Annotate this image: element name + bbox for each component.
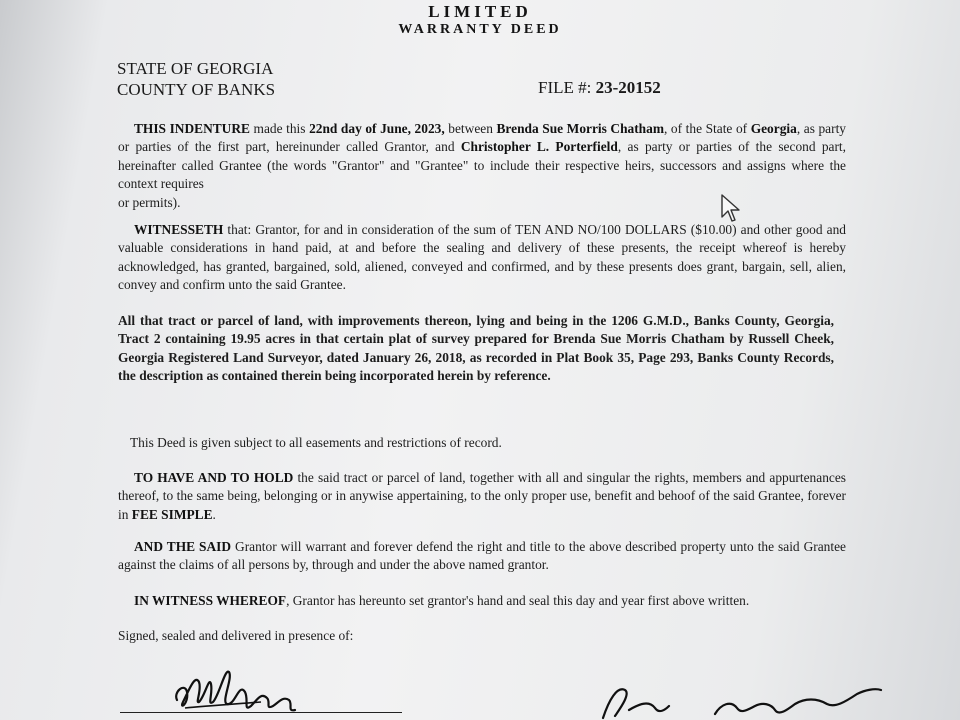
deed-page [95,0,865,720]
fee-simple: FEE SIMPLE [131,506,213,522]
indenture-text-2: between [444,121,497,136]
witnesseth-text: that: Grantor, for and in consideration of the sum of TEN AND NO/100 DOLLARS ($10.00) and other good and valuable considerations in hand paid, at and before the sealing and delivery of these presents, the receipt whereof is hereby acknowledged, has granted, bargained, sold, aliened, conveyed and confirmed, and by these presents does grant, bargain, sell, alien, convey and confirm unto the said Grantee. [118,222,846,293]
mouse-pointer-icon [720,193,742,225]
witness-whereof-text: , Grantor has hereunto set grantor's hand and seal this day and year first above written. [286,593,750,608]
venue-county: COUNTY OF BANKS [117,80,276,99]
legal-description-paragraph: All that tract or parcel of land, with improvements thereon, lying and being in the 1206 G.M.D., Banks County, Georgia, Tract 2 containing 19.95 acres in that certain plat of survey prepared for Brenda Sue Morris Chatham by Russell Cheek, Georgia Registered Land Surveyor, dated January 26, 2018, as recorded in Plat Book 35, Page 293, Banks County Records, the description as contained therein being incorporated herein by reference. [118,313,834,384]
warranty-lead: AND THE SAID [134,539,232,554]
indenture-text-1: made this [249,121,310,136]
deed-title-limited: LIMITED [428,2,532,21]
witness-signature-line [120,712,402,713]
grantor-signature [595,680,885,720]
habendum-text: the said tract or parcel of land, together with all and singular the rights, members and appurtenances thereof, to the same being, belonging or in anywise appertaining, to the only proper use, benefit and behoof of the said Grantee, forever in [118,470,846,522]
habendum-lead: TO HAVE AND TO HOLD [134,470,294,485]
habendum-end: . [212,506,216,522]
venue-state: STATE OF GEORGIA [117,59,274,78]
file-number-value: 23-20152 [595,78,661,97]
file-number-label: FILE #: [538,78,596,97]
indenture-text-6: or permits). [118,194,181,210]
witnesseth-lead: WITNESSETH [134,222,224,237]
grantor-state: Georgia [750,121,797,136]
indenture-text-3: , of the State of [663,121,751,136]
indenture-lead: THIS INDENTURE [134,121,250,136]
witness-signature [165,652,305,718]
warranty-text: Grantor will warrant and forever defend the right and title to the above described property unto the said Grantee against the claims of all persons by, through and under the above named grantor. [118,539,846,573]
grantee-name: Christopher L. Porterfield [460,139,618,155]
venue-block [117,58,275,100]
signed-in-presence-line: Signed, sealed and delivered in presence of: [118,628,354,643]
indenture-text-4: , as party or parties of the first part, hereinunder called Grantor, and [118,121,846,155]
warranty-paragraph [118,538,846,575]
witness-whereof-paragraph [118,592,846,610]
witness-whereof-lead: IN WITNESS WHEREOF [134,593,287,608]
grantor-name: Brenda Sue Morris Chatham [496,121,664,136]
indenture-text-5: , as party or parties of the second part, hereinafter called Grantee (the words "Grantor" and "Grantee" to include their respective heirs, successors and assigns where the context requires [118,139,846,192]
file-number-block [538,78,661,98]
witnesseth-paragraph [118,221,846,295]
deed-title-warranty-deed: WARRANTY DEED [398,22,562,37]
subject-to-paragraph: This Deed is given subject to all easements and restrictions of record. [130,435,502,450]
habendum-paragraph [118,469,846,524]
indenture-date: 22nd day of June, 2023, [309,121,445,136]
